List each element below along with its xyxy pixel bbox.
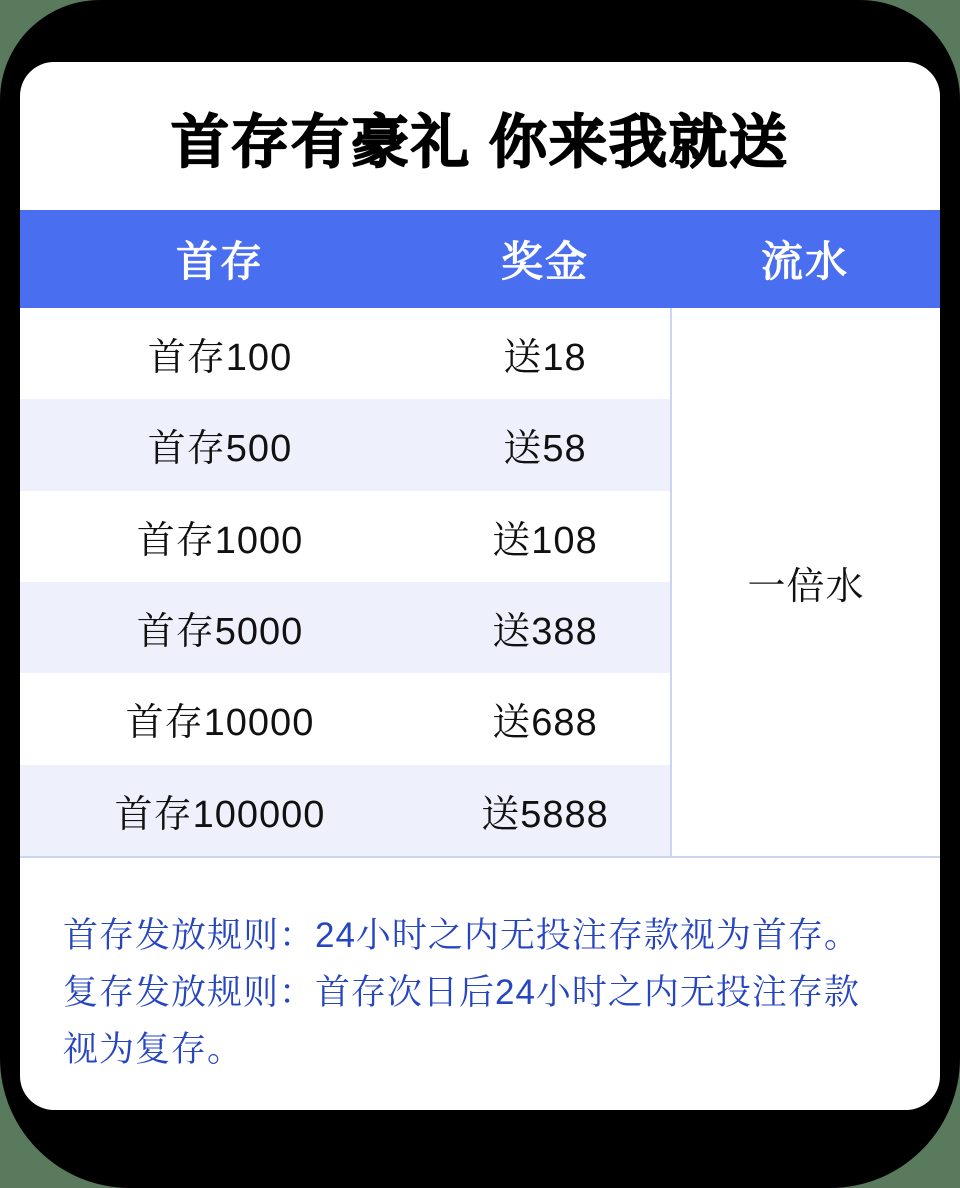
rules-text-block [63, 907, 869, 1078]
turnover-merged-cell: 一倍水 [670, 308, 940, 858]
table-header-row [20, 210, 940, 308]
rule-first-deposit: 首存发放规则：24小时之内无投注存款视为首存。 [63, 916, 860, 955]
deposit-cell: 首存1000 [136, 519, 304, 562]
deposit-cell: 首存5000 [136, 611, 304, 654]
table-row [20, 673, 670, 764]
table-row [20, 582, 670, 673]
bonus-cell: 送5888 [481, 793, 609, 836]
table-row [20, 399, 670, 490]
deposit-cell: 首存100 [147, 337, 293, 380]
deposit-cell: 首存500 [147, 428, 293, 471]
promo-title: 首存有豪礼 你来我就送 [170, 110, 790, 175]
bonus-cell: 送108 [492, 519, 598, 562]
bonus-cell: 送688 [492, 702, 598, 745]
rule-repeat-deposit: 复存发放规则：首存次日后24小时之内无投注存款视为复存。 [63, 973, 860, 1069]
deposit-cell: 首存10000 [125, 702, 315, 745]
table-header-bonus: 奖金 [500, 238, 589, 285]
promo-card [20, 62, 940, 1110]
table-body [20, 308, 670, 858]
table-row [20, 765, 670, 856]
table-header-deposit: 首存 [175, 238, 264, 285]
table-row [20, 308, 670, 399]
bonus-cell: 送388 [492, 611, 598, 654]
table-row [20, 491, 670, 582]
table-header-turnover: 流水 [760, 238, 849, 285]
deposit-cell: 首存100000 [114, 793, 326, 836]
bonus-cell: 送18 [503, 337, 587, 380]
bonus-cell: 送58 [503, 428, 587, 471]
